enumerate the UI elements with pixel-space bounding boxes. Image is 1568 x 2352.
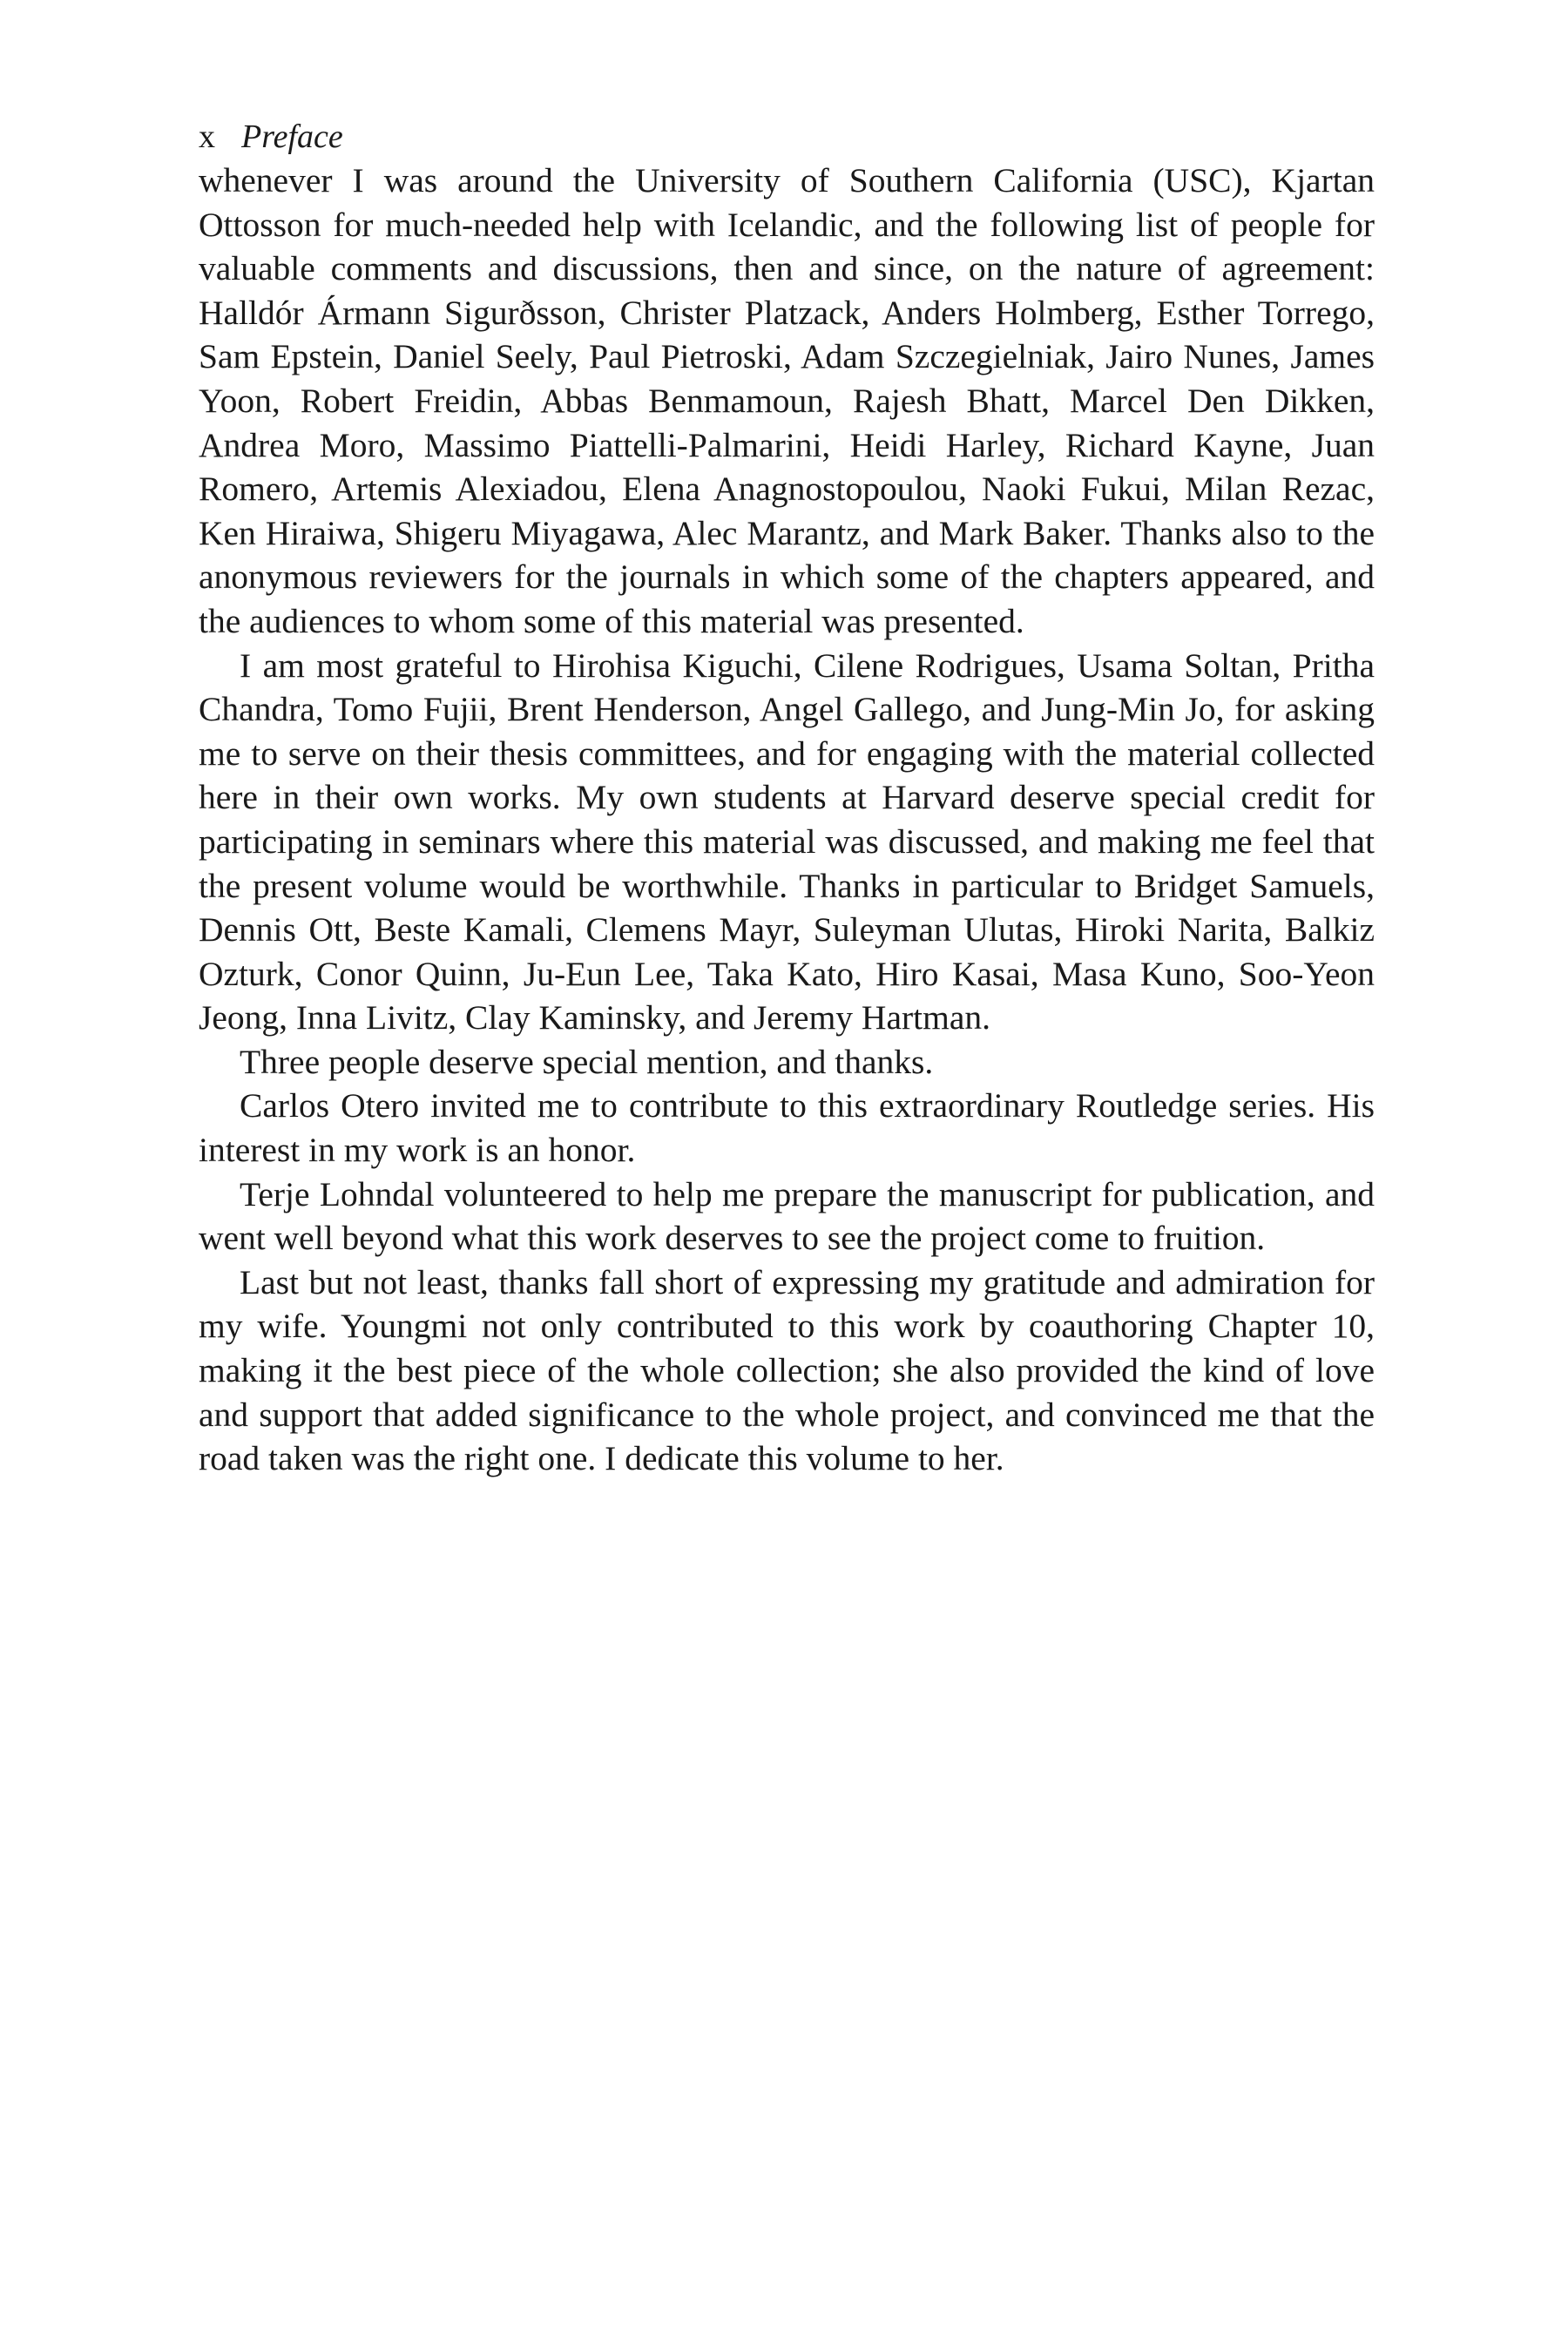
paragraph-acknowledgements-continued: whenever I was around the University of Southern California (USC), Kjartan Ottosson for much-needed help with Icelandic, and the following list of people for valuable comments and discussions, then and since, on the nature of agreement: Halldór Ármann Sigurðsson, Christer Platzack, Anders Holmberg, Esther Torrego, Sam Epstein, Daniel Seely, Paul Pietroski, Adam Szczegielniak, Jairo Nunes, James Yoon, Robert Freidin, Abbas Benmamoun, Rajesh Bhatt, Marcel Den Dikken, Andrea Moro, Massimo Piattelli-Palmarini, Heidi Harley, Richard Kayne, Juan Romero, Artemis Alexiadou, Elena Anagnostopoulou, Naoki Fukui, Milan Rezac, Ken Hiraiwa, Shigeru Miyagawa, Alec Marantz, and Mark Baker. Thanks also to the anonymous reviewers for the journals in which some of the chapters appeared, and the audiences to whom some of this material was presented. <box>199 161 1375 640</box>
body-text <box>199 159 1375 1481</box>
page-number: x <box>199 118 215 155</box>
paragraph-carlos-otero: Carlos Otero invited me to contribute to this extraordinary Routledge series. His interest in my work is an honor. <box>199 1086 1375 1170</box>
paragraph-dedication: Last but not least, thanks fall short of expressing my gratitude and admiration for my wife. Youngmi not only contributed to this work by coauthoring Chapter 10, making it the best piece of the whole collection; she also provided the kind of love and support that added significance to the whole project, and convinced me that the road taken was the right one. I dedicate this volume to her. <box>199 1262 1375 1478</box>
paragraph-special-mention: Three people deserve special mention, and thanks. <box>240 1042 934 1081</box>
paragraph-terje-lohndal: Terje Lohndal volunteered to help me prepare the manuscript for publication, and went well beyond what this work deserves to see the project come to fruition. <box>199 1174 1375 1258</box>
running-head <box>199 115 1375 159</box>
book-page <box>199 115 1375 1481</box>
paragraph-thesis-committees: I am most grateful to Hirohisa Kiguchi, Cilene Rodrigues, Usama Soltan, Pritha Chandra, Tomo Fujii, Brent Henderson, Angel Gallego, and Jung-Min Jo, for asking me to serve on their thesis committees, and for engaging with the material collected here in their own works. My own students at Harvard deserve special credit for participating in seminars where this material was discussed, and making me feel that the present volume would be worthwhile. Thanks in particular to Bridget Samuels, Dennis Ott, Beste Kamali, Clemens Mayr, Suleyman Ulutas, Hiroki Narita, Balkiz Ozturk, Conor Quinn, Ju-Eun Lee, Taka Kato, Hiro Kasai, Masa Kuno, Soo-Yeon Jeong, Inna Livitz, Clay Kaminsky, and Jeremy Hartman. <box>199 645 1375 1037</box>
running-head-title: Preface <box>241 118 343 155</box>
